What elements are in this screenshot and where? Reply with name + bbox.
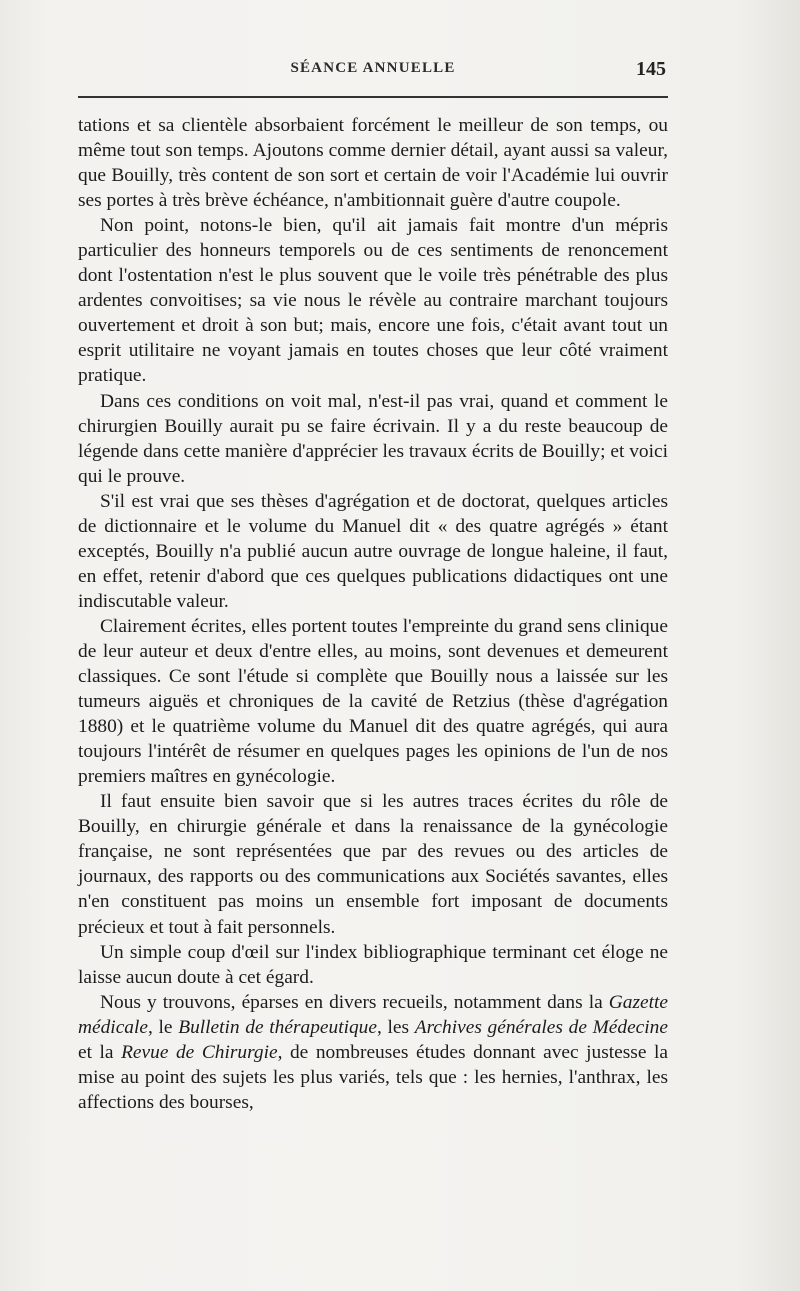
paragraph-8-text-1: Nous y trouvons, éparses en divers recueils, notamment dans la xyxy=(100,991,609,1013)
paragraph-4: S'il est vrai que ses thèses d'agrégation et de doctorat, quelques articles de dictionnaire et le volume du Manuel dit « des quatre agrégés » étant exceptés, Bouilly n'a publié aucun autre ouvrage de longue haleine, il faut, en effet, retenir d'abord que ces quelques publications didactiques ont une indiscutable valeur. xyxy=(78,490,668,612)
journal-title-gazette: Gazette médicale xyxy=(78,991,668,1038)
paragraph-3: Dans ces conditions on voit mal, n'est-il pas vrai, quand et comment le chirurgien Bouilly aurait pu se faire écrivain. Il y a du reste beaucoup de légende dans cette manière d'apprécier les travaux écrits de Bouilly; et voici qui le prouve. xyxy=(78,390,668,487)
paragraph-8-text-5: , de nombreuses études donnant avec justesse la mise au point des sujets les plus variés, tels que : les hernies, l'anthrax, les affections des bourses, xyxy=(78,1041,668,1113)
paragraph-5: Clairement écrites, elles portent toutes l'empreinte du grand sens clinique de leur auteur et deux d'entre elles, au moins, sont devenues et demeurent classiques. Ce sont l'étude si complète que Bouilly nous a laissée sur les tumeurs aiguës et chroniques de la cavité de Retzius (thèse d'agrégation 1880) et le quatrième volume du Manuel dit des quatre agrégés, qui aura toujours l'intérêt de résumer en quelques pages les opinions de l'un de nos premiers maîtres en gynécologie. xyxy=(78,615,668,788)
journal-title-archives: Archives générales de Médecine xyxy=(414,1016,668,1038)
running-title: SÉANCE ANNUELLE xyxy=(290,60,456,76)
paragraph-2: Non point, notons-le bien, qu'il ait jamais fait montre d'un mépris particulier des honneurs temporels ou de ces sentiments de renoncement dont l'ostentation n'est le plus souvent que le voile très pénétrable des plus ardentes convoitises; sa vie nous le révèle au contraire marchant toujours ouvertement et droit à son but; mais, encore une fois, c'était avant tout un esprit utilitaire ne voyant jamais en toutes choses que leur côté vraiment pratique. xyxy=(78,215,668,387)
running-head xyxy=(78,58,668,82)
paragraph-1: tations et sa clientèle absorbaient forcément le meilleur de son temps, ou même tout son temps. Ajoutons comme dernier détail, ayant aussi sa valeur, que Bouilly, très content de son sort et certain de voir l'Académie lui ouvrir ses portes à très brève échéance, n'ambitionnait guère d'autre coupole. xyxy=(78,115,668,212)
paragraph-8 xyxy=(78,990,668,1115)
body-text xyxy=(78,113,668,1115)
paragraph-8-text-4: et la xyxy=(78,1041,122,1063)
journal-title-revue: Revue de Chirurgie xyxy=(121,1041,278,1063)
paragraph-8-text-2: , le xyxy=(148,1016,179,1038)
paragraph-8-text-3: , les xyxy=(376,1016,415,1038)
header-rule xyxy=(78,96,668,98)
paragraph-7: Un simple coup d'œil sur l'index bibliographique terminant cet éloge ne laisse aucun doute à cet égard. xyxy=(78,941,668,988)
paragraph-6: Il faut ensuite bien savoir que si les autres traces écrites du rôle de Bouilly, en chirurgie générale et dans la renaissance de la gynécologie française, ne sont représentées que par des revues ou des articles de journaux, des rapports ou des communications aux Sociétés savantes, elles n'en constituent pas moins un ensemble fort imposant de documents précieux et tout à fait personnels. xyxy=(78,791,668,938)
journal-title-bulletin: Bulletin de thérapeutique xyxy=(178,1016,377,1038)
page-number: 145 xyxy=(636,58,666,80)
